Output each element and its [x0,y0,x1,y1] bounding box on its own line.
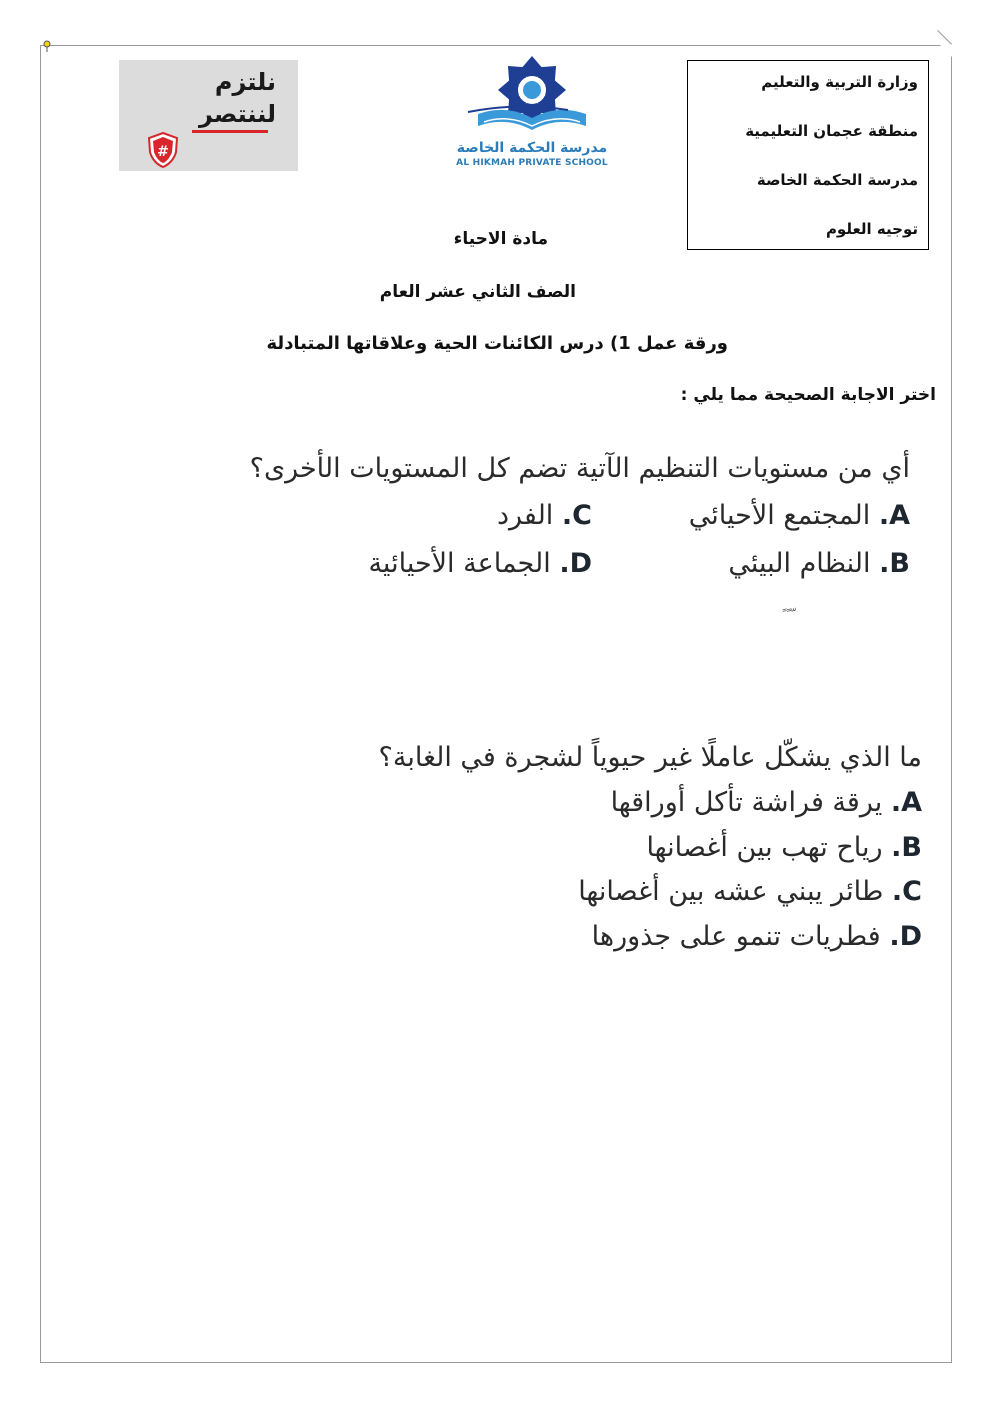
ministry-line: وزارة التربية والتعليم [761,73,918,91]
option-text: فطريات تنمو على جذورها [591,921,881,952]
campaign-badge [119,60,298,171]
option-text: طائر يبني عشه بين أغصانها [578,876,884,907]
question-1-option-b[interactable] [728,548,910,579]
option-text: الفرد [497,500,554,531]
instruction-text: اختر الاجابة الصحيحة مما يلي : [680,385,936,405]
option-letter: C. [561,500,592,531]
page-corner-fold [939,44,953,58]
question-2-option-b[interactable] [646,832,922,863]
anchor-pin-icon [42,40,52,52]
question-2-option-c[interactable] [578,876,922,907]
campaign-hash: # [157,144,169,160]
option-letter: D. [559,548,592,579]
question-1-option-d[interactable] [368,548,592,579]
option-text: النظام البيئي [728,548,871,579]
question-1-option-a[interactable] [689,500,910,531]
question-1-text: أي من مستويات التنظيم الآتية تضم كل المستويات الأخرى؟ [249,453,910,484]
school-name-english: AL HIKMAH PRIVATE SCHOOL [456,158,608,168]
school-name-arabic: مدرسة الحكمة الخاصة [456,140,608,156]
campaign-line1: نلتزم [214,68,276,96]
option-letter: A. [878,500,910,531]
option-letter: B. [879,548,910,579]
page-corner-line [937,30,952,45]
question-2-option-d[interactable] [592,921,922,952]
question-2-text: ما الذي يشكّل عاملًا غير حيوياً لشجرة في الغابة؟ [378,742,922,773]
option-letter: D. [889,921,922,952]
question-2-option-a[interactable] [611,787,922,818]
campaign-underline [192,130,268,133]
option-letter: C. [891,876,922,907]
grade-title: الصف الثاني عشر العام [379,282,576,302]
option-text: رياح تهب بين أغصانها [646,832,883,863]
subject-title: مادة الاحياء [453,229,548,249]
school-line: مدرسة الحكمة الخاصة [756,171,918,189]
question-1-option-c[interactable] [497,500,592,531]
option-text: يرقة فراشة تأكل أوراقها [610,787,883,818]
option-letter: B. [891,832,922,863]
campaign-line2: لننتصر [199,100,276,128]
department-line: توجيه العلوم [825,220,918,238]
faint-diacritic-marks: ّ ً ً [781,608,790,624]
worksheet-title: ورقة عمل 1) درس الكائنات الحية وعلاقاتها المتبادلة [266,333,728,354]
option-text: المجتمع الأحيائي [688,500,871,531]
option-letter: A. [890,787,922,818]
ministry-header-box [687,60,929,250]
region-line: منطقة عجمان التعليمية [745,122,918,140]
shield-hash-icon [147,132,179,168]
option-text: الجماعة الأحيائية [368,548,551,579]
